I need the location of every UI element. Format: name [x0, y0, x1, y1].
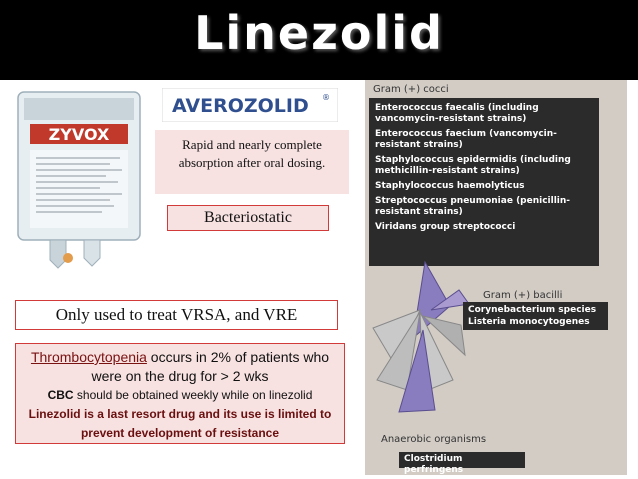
thrombocytopenia-rest: occurs in 2% of patients who were on the drug for > 2 wks — [91, 349, 330, 384]
last-resort-text: Linezolid is a last resort drug and its use is limited to prevent development of resistance — [28, 407, 332, 440]
pie-diagram — [365, 80, 627, 475]
cbc-term: CBC — [47, 388, 74, 402]
page-title: Linezolid — [194, 6, 444, 60]
vrsa-box — [15, 300, 338, 330]
cbc-rest: should be obtained weekly while on linezolid — [73, 388, 313, 402]
cocci-item: Enterococcus faecium (vancomycin-resistant strains) — [375, 129, 557, 150]
anaerobe-list — [399, 452, 525, 475]
cocci-item: Staphylococcus haemolyticus — [375, 181, 525, 191]
zyvox-iv-bag-image — [10, 88, 148, 274]
averozolid-logo — [162, 88, 338, 122]
cocci-item: Staphylococcus epidermidis (including methicillin-resistant strains) — [375, 155, 571, 176]
cocci-item: Viridans group streptococci — [375, 222, 516, 232]
logo-text: AVEROZOLID — [172, 95, 309, 117]
absorption-box — [155, 130, 349, 194]
thrombocytopenia-term: Thrombocytopenia — [30, 349, 147, 365]
bacilli-item: Listeria monocytogenes — [468, 317, 590, 327]
warning-box — [15, 343, 345, 444]
cbc-line — [20, 386, 340, 405]
absorption-text: Rapid and nearly complete absorption after oral dosing. — [178, 137, 326, 170]
gram-pos-cocci-label: Gram (+) cocci — [373, 84, 449, 95]
cocci-item: Streptococcus pneumoniae (penicillin-resistant strains) — [375, 196, 571, 217]
spectrum-figure — [365, 80, 627, 475]
bacteriostatic-text: Bacteriostatic — [204, 209, 292, 226]
anaerobic-label: Anaerobic organisms — [381, 434, 487, 445]
logo-registered-mark: ® — [322, 93, 330, 102]
cocci-item: Enterococcus faecalis (including vancomycin-resistant strains) — [375, 103, 539, 124]
thrombocytopenia-line — [20, 348, 340, 386]
bacilli-item: Corynebacterium species — [468, 305, 597, 315]
bacteriostatic-box — [167, 205, 329, 231]
anaerobe-item: Clostridium perfringens — [404, 454, 464, 475]
bacilli-list — [463, 302, 608, 330]
bag-brand-text: ZYVOX — [48, 125, 110, 144]
vrsa-text: Only used to treat VRSA, and VRE — [55, 305, 298, 324]
gram-pos-bacilli-label: Gram (+) bacilli — [483, 290, 563, 301]
